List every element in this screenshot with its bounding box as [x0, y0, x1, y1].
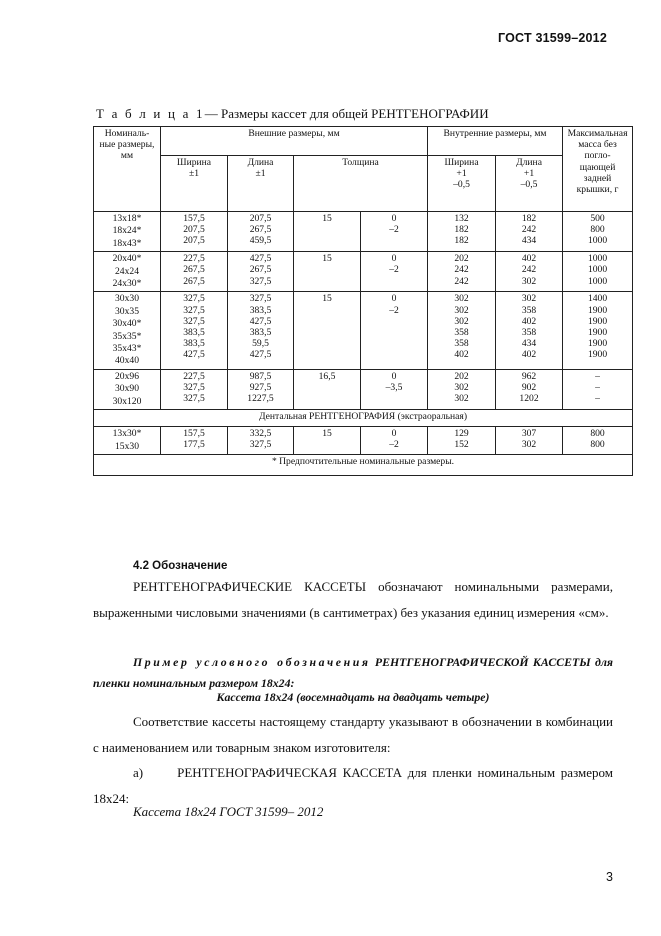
header-max-mass: Максимальная масса без погло- щающей задней крышки, г [563, 127, 633, 212]
cell-deviation: 0 –2 [361, 292, 428, 369]
table-caption-label: Т а б л и ц а 1 [96, 106, 205, 121]
header-external: Внешние размеры, мм [161, 127, 428, 156]
cell-nominal: 20х96 30х90 30х120 [94, 369, 161, 409]
cell-mass: – – – [563, 369, 633, 409]
cell-deviation: 0 –2 [361, 212, 428, 252]
cell-mass: 500 800 1000 [563, 212, 633, 252]
cell-width: 227,5 327,5 327,5 [161, 369, 228, 409]
header-internal: Внутренние размеры, мм [428, 127, 563, 156]
cell-nominal: 30х30 30х35 30х40* 35х35* 35х43* 40х40 [94, 292, 161, 369]
cell-in-width: 302 302 302 358 358 402 [428, 292, 496, 369]
table-footnote: * Предпочтительные номинальные размеры. [94, 454, 633, 475]
table-caption [96, 106, 489, 122]
dental-heading: Дентальная РЕНТГЕНОГРАФИЯ (экстраоральная) [94, 410, 633, 427]
cell-length: 332,5 327,5 [228, 427, 294, 455]
paragraph-compliance: Соответствие кассеты настоящему стандарту указывают в обозначении в комбинации с наименованием или товарным знаком изготовителя: [93, 714, 613, 755]
cell-thickness: 16,5 [294, 369, 361, 409]
cell-width: 327,5 327,5 327,5 383,5 383,5 427,5 [161, 292, 228, 369]
header-width: Ширина ±1 [161, 156, 228, 212]
example-label: Пример условного обозначения [133, 655, 371, 669]
cell-in-length: 307 302 [496, 427, 563, 455]
cell-in-width: 129 152 [428, 427, 496, 455]
example-text: РЕНТГЕНОГРАФИЧЕСКОЙ КАССЕТЫ для пленки номинальным размером 18х24: [93, 655, 613, 690]
header-in-length: Длина +1 –0,5 [496, 156, 563, 212]
cell-in-width: 202 302 302 [428, 369, 496, 409]
cell-in-length: 402 242 302 [496, 252, 563, 292]
cell-in-length: 182 242 434 [496, 212, 563, 252]
cell-width: 157,5 177,5 [161, 427, 228, 455]
cell-width: 157,5 207,5 207,5 [161, 212, 228, 252]
cell-in-length: 302 358 402 358 434 402 [496, 292, 563, 369]
cell-mass: 1000 1000 1000 [563, 252, 633, 292]
table-row [94, 369, 633, 409]
table-row [94, 212, 633, 252]
cell-length: 207,5 267,5 459,5 [228, 212, 294, 252]
cell-in-width: 132 182 182 [428, 212, 496, 252]
header-thickness: Толщина [294, 156, 428, 212]
cell-thickness: 15 [294, 427, 361, 455]
table-caption-text: — Размеры кассет для общей РЕНТГЕНОГРАФИИ [204, 106, 489, 121]
cell-mass: 800 800 [563, 427, 633, 455]
section-heading: 4.2 Обозначение [133, 560, 228, 572]
cell-in-width: 202 242 242 [428, 252, 496, 292]
item-a-designation: Кассета 18х24 ГОСТ 31599– 2012 [133, 804, 324, 819]
header-nominal: Номиналь- ные размеры, мм [94, 127, 161, 212]
cell-thickness: 15 [294, 252, 361, 292]
cell-thickness: 15 [294, 292, 361, 369]
cell-deviation: 0 –2 [361, 427, 428, 455]
cell-length: 427,5 267,5 327,5 [228, 252, 294, 292]
cell-width: 227,5 267,5 267,5 [161, 252, 228, 292]
document-header: ГОСТ 31599–2012 [498, 31, 607, 45]
cell-nominal: 13х18* 18х24* 18х43* [94, 212, 161, 252]
cell-nominal: 13х30* 15х30 [94, 427, 161, 455]
table-row [94, 427, 633, 455]
header-in-width: Ширина +1 –0,5 [428, 156, 496, 212]
cell-nominal: 20х40* 24х24 24х30* [94, 252, 161, 292]
cell-in-length: 962 902 1202 [496, 369, 563, 409]
cell-deviation: 0 –3,5 [361, 369, 428, 409]
header-length: Длина ±1 [228, 156, 294, 212]
table-row [94, 252, 633, 292]
cell-thickness: 15 [294, 212, 361, 252]
example-designation: Кассета 18х24 (восемнадцать на двадцать четыре) [216, 690, 490, 704]
paragraph-designation: РЕНТГЕНОГРАФИЧЕСКИЕ КАССЕТЫ обозначают номинальными размерами, выраженными числовыми значениями (в сантиметрах) без указания единиц измерения «см». [93, 579, 613, 620]
table-row [94, 292, 633, 369]
cell-mass: 1400 1900 1900 1900 1900 1900 [563, 292, 633, 369]
cell-length: 987,5 927,5 1227,5 [228, 369, 294, 409]
page-number: 3 [606, 870, 613, 884]
dimensions-table [93, 126, 633, 476]
cell-length: 327,5 383,5 427,5 383,5 59,5 427,5 [228, 292, 294, 369]
cell-deviation: 0 –2 [361, 252, 428, 292]
list-item-a: а) РЕНТГЕНОГРАФИЧЕСКАЯ КАССЕТА для пленки номинальным размером 18х24: [93, 765, 617, 806]
